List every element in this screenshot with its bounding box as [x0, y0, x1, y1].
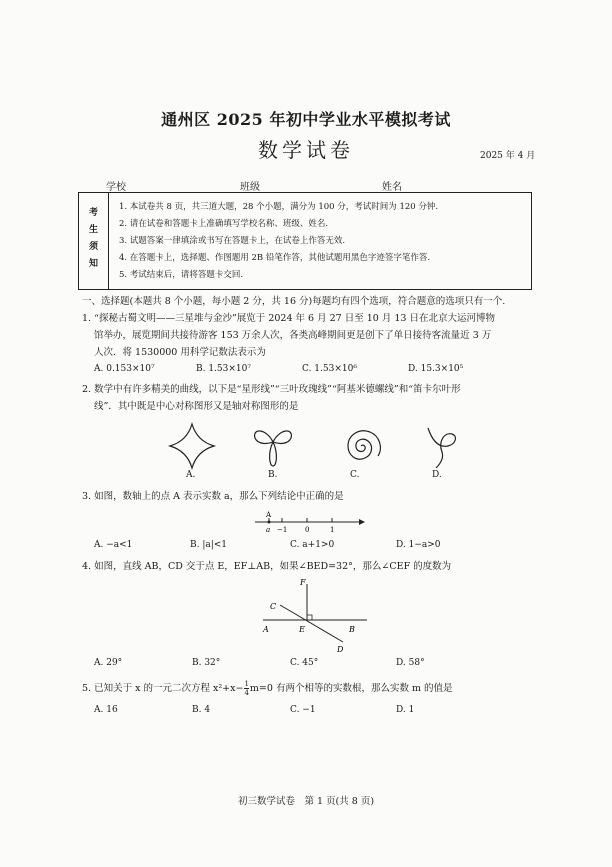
- q4-line: 4. 如图，直线 AB，CD 交于点 E，EF⊥AB，如果∠BED=32°，那么∠CEF 的度数为: [82, 561, 452, 572]
- notice-side-label: [79, 193, 109, 289]
- descartes-folium-curve: [428, 428, 455, 468]
- label-d: D: [337, 645, 344, 654]
- q2-line-1: 2. 数学中有许多精美的曲线，以下是“星形线”“三叶玫瑰线”“阿基米德螺线”和“笛卡尔叶形: [82, 384, 461, 395]
- q1-line-2: 馆举办，展览期间共接待游客 153 万余人次，各类高峰期间更是创下了单日接待客流量近 3 万: [94, 330, 492, 341]
- q5-option-c: C. −1: [290, 705, 316, 715]
- axis-var-label: a: [266, 526, 271, 534]
- q5-line-pre: 5. 已知关于 x 的一元二次方程 x²+x−: [82, 683, 244, 694]
- q4-option-c: C. 45°: [290, 658, 319, 668]
- notice-item: 3. 试题答案一律填涂或书写在答题卡上，在试卷上作答无效.: [119, 236, 346, 246]
- q5-frac-den: 4: [244, 689, 249, 697]
- q3-option-c: C. a+1>0: [290, 540, 335, 550]
- label-a: A: [263, 625, 269, 634]
- q3-number-line: [255, 508, 365, 534]
- name-field: [382, 178, 492, 193]
- exam-title: 通州区 2025 年初中学业水平模拟考试: [161, 110, 451, 129]
- q4-option-a: A. 29°: [94, 658, 123, 668]
- q2-line-2: 线”．其中既是中心对称图形又是轴对称图形的是: [94, 401, 299, 412]
- q2-option-d: D.: [432, 470, 442, 480]
- q2-option-a: A.: [186, 470, 196, 480]
- q1-option-b: B. 1.53×10⁷: [196, 364, 251, 374]
- label-b: B: [349, 625, 355, 634]
- q5-fraction: [244, 680, 248, 697]
- q1-option-d: D. 15.3×10⁵: [408, 364, 464, 374]
- page-footer: 初三数学试卷 第 1 页(共 8 页): [237, 796, 375, 807]
- axis-point-label: A: [266, 511, 272, 519]
- q5-option-a: A. 16: [94, 705, 118, 715]
- q5-line: [82, 680, 453, 697]
- notice-side-text: 考生须知: [88, 208, 98, 269]
- axis-one-label: 1: [330, 526, 335, 534]
- notice-list: [119, 199, 438, 284]
- q1-option-a: A. 0.153×10⁷: [94, 364, 155, 374]
- label-c: C: [270, 602, 277, 611]
- q1-line-1: 1. “探秘古蜀文明——三星堆与金沙”展览于 2024 年 6 月 27 日至 10 月 13 日在北京大运河博物: [82, 313, 495, 324]
- label-f: F: [300, 578, 306, 587]
- school-field: [106, 178, 216, 193]
- q3-option-a: A. −a<1: [94, 540, 133, 550]
- name-label: 姓名: [382, 182, 402, 193]
- q1-line-3: 人次．将 1530000 用科学记数法表示为: [94, 347, 266, 358]
- q4-option-d: D. 58°: [396, 658, 425, 668]
- exam-date: 2025 年 4 月: [480, 151, 536, 161]
- point-a-dot: [268, 521, 271, 524]
- axis-neg-one-label: −1: [277, 526, 288, 534]
- q3-option-d: D. 1−a>0: [396, 540, 441, 550]
- q4-option-b: B. 32°: [192, 658, 221, 668]
- label-e: E: [299, 625, 305, 634]
- q2-option-b: B.: [268, 470, 278, 480]
- q2-curves-figure: [80, 418, 500, 474]
- notice-item: 1. 本试卷共 8 页，共三道大题，28 个小题，满分为 100 分，考试时间为 120 分钟.: [119, 202, 439, 212]
- q5-frac-num: 1: [244, 680, 249, 688]
- exam-subtitle: 数学试卷: [258, 138, 354, 162]
- axis-zero-label: 0: [305, 526, 310, 534]
- q2-option-c: C.: [350, 470, 360, 480]
- notice-box: [78, 192, 532, 290]
- q4-geometry-figure: [255, 574, 375, 654]
- q3-option-b: B. |a|<1: [190, 540, 228, 550]
- q5-option-b: B. 4: [192, 705, 211, 715]
- q5-line-post: m=0 有两个相等的实数根，那么实数 m 的值是: [249, 683, 453, 694]
- section-heading: 一、选择题(本题共 8 个小题，每小题 2 分，共 16 分)每题均有四个选项，符合题意的选项只有一个.: [82, 296, 506, 307]
- notice-item: 4. 在答题卡上，选择题、作图题用 2B 铅笔作答，其他试题用黑色字迹签字笔作答.: [119, 253, 431, 263]
- q3-line: 3. 如图，数轴上的点 A 表示实数 a，那么下列结论中正确的是: [82, 491, 344, 502]
- q1-option-c: C. 1.53×10⁶: [302, 364, 357, 374]
- three-leaf-rose-curve: [255, 431, 292, 466]
- archimedean-spiral-curve: [348, 431, 380, 459]
- school-label: 学校: [106, 182, 126, 193]
- notice-item: 5. 考试结束后，请将答题卡交回.: [119, 270, 244, 280]
- q5-option-d: D. 1: [396, 705, 415, 715]
- class-field: [240, 178, 360, 193]
- right-angle-mark: [307, 615, 312, 620]
- notice-item: 2. 请在试卷和答题卡上准确填写学校名称、班级、姓名.: [119, 219, 329, 229]
- class-label: 班级: [240, 182, 260, 193]
- astroid-curve: [170, 424, 214, 468]
- line-cd: [280, 605, 343, 642]
